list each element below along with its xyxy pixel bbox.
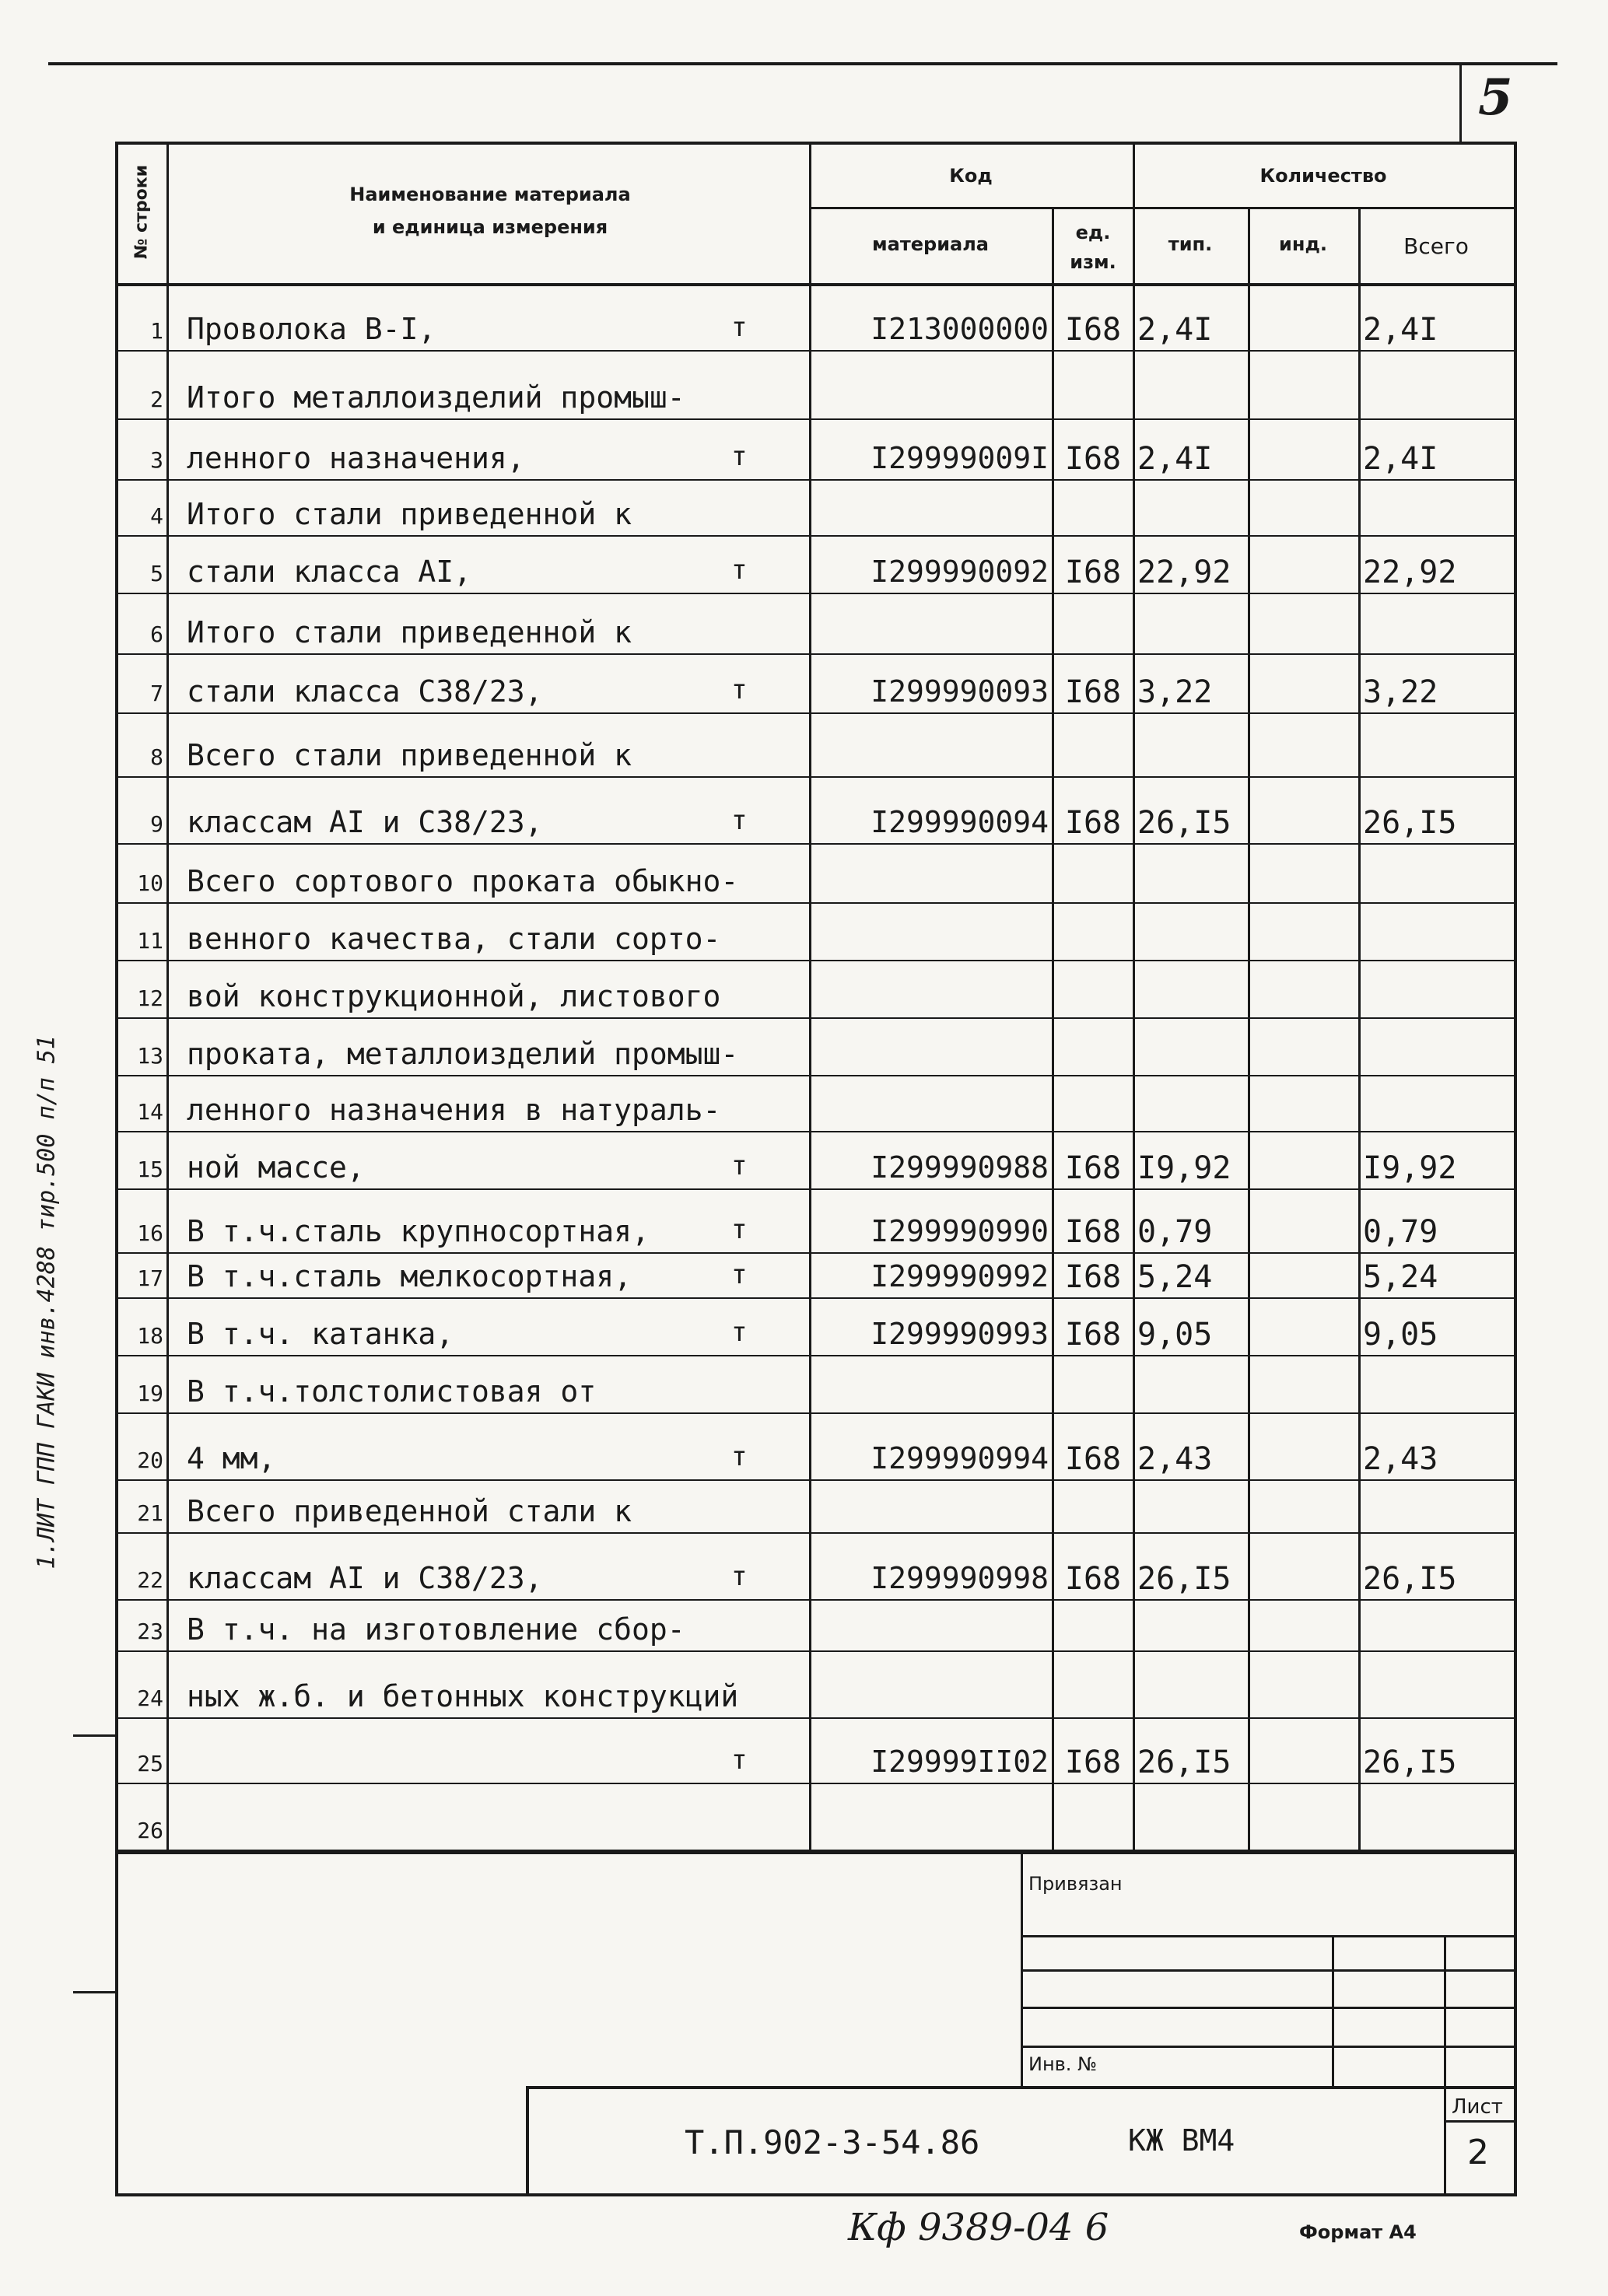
cell-code: I299990994 <box>871 1441 1049 1475</box>
material-name: вой конструкционной, листового <box>187 979 721 1013</box>
row-separator <box>115 1252 1517 1254</box>
row-separator <box>115 902 1517 904</box>
row-number: 12 <box>137 985 163 1011</box>
row-number: 1 <box>150 318 163 344</box>
material-name: ных ж.б. и бетонных конструкций <box>187 1679 739 1713</box>
material-name: стали класса АI, <box>187 555 472 589</box>
page-number: 5 <box>1478 68 1513 127</box>
row-number-header: № строки <box>131 164 152 260</box>
measure-unit: т <box>731 555 748 586</box>
row-separator <box>115 418 1517 420</box>
row-number: 19 <box>137 1381 163 1406</box>
cell-typ: I9,92 <box>1137 1150 1231 1186</box>
document-suffix: КЖ ВМ4 <box>1128 2123 1235 2158</box>
row-separator <box>115 1017 1517 1019</box>
cell-unit: I68 <box>1064 1745 1122 1780</box>
row-number: 21 <box>137 1500 163 1526</box>
row-number: 13 <box>137 1043 163 1069</box>
measure-unit: т <box>731 674 748 705</box>
row-separator <box>115 1131 1517 1132</box>
handwritten-code: Кф 9389-04 6 <box>848 2206 1109 2249</box>
cell-typ: 5,24 <box>1137 1259 1213 1295</box>
measure-unit: т <box>731 1317 748 1348</box>
row-separator <box>115 1850 1517 1851</box>
unit-header: ед. изм. <box>1070 222 1116 273</box>
cell-code: I29999009I <box>871 441 1049 475</box>
cell-total: 26,I5 <box>1363 1561 1457 1597</box>
row-number: 20 <box>137 1447 163 1473</box>
cell-unit: I68 <box>1064 555 1122 590</box>
cell-total: 2,43 <box>1363 1441 1438 1477</box>
row-separator <box>115 712 1517 714</box>
cell-typ: 2,4I <box>1137 441 1213 477</box>
row-separator <box>115 960 1517 961</box>
row-separator <box>115 1297 1517 1299</box>
row-separator <box>115 350 1517 352</box>
row-number: 4 <box>150 503 163 529</box>
name-header-line2: и единица измерения <box>372 216 608 238</box>
row-separator <box>115 1650 1517 1652</box>
cell-code: I299990094 <box>871 805 1049 839</box>
cell-code: I299990992 <box>871 1259 1049 1293</box>
quantity-header: Количество <box>1259 165 1387 187</box>
material-name: ленного назначения в натураль- <box>187 1093 721 1127</box>
row-number: 2 <box>150 387 163 412</box>
side-inventory-note: 1.ЛИТ ГПП ГАКИ инв.4288 тир.500 п/п 51 <box>33 1035 61 1570</box>
material-name: стали класса С38/23, <box>187 674 543 709</box>
material-name: Всего сортового проката обыкно- <box>187 864 739 898</box>
material-name: В т.ч. на изготовление сбор- <box>187 1612 685 1647</box>
cell-code: I29999II02 <box>871 1745 1049 1779</box>
material-name: Итого металлоизделий промыш- <box>187 380 685 415</box>
row-separator <box>115 535 1517 537</box>
material-name: В т.ч.сталь крупносортная, <box>187 1214 650 1248</box>
row-number: 5 <box>150 561 163 586</box>
measure-unit: т <box>731 1259 748 1290</box>
cell-total: 5,24 <box>1363 1259 1438 1295</box>
cell-code: I213000000 <box>871 312 1049 346</box>
material-name: Итого стали приведенной к <box>187 497 632 531</box>
row-separator <box>115 1075 1517 1076</box>
cell-unit: I68 <box>1064 1214 1122 1250</box>
sheet-number: 2 <box>1467 2133 1489 2172</box>
measure-unit: т <box>731 1561 748 1592</box>
measure-unit: т <box>731 1441 748 1472</box>
row-separator <box>115 1532 1517 1534</box>
cell-code: I299990993 <box>871 1317 1049 1351</box>
cell-typ: 26,I5 <box>1137 1745 1231 1780</box>
cell-unit: I68 <box>1064 1317 1122 1353</box>
cell-code: I299990093 <box>871 674 1049 709</box>
cell-typ: 9,05 <box>1137 1317 1213 1353</box>
cell-total: 26,I5 <box>1363 805 1457 841</box>
cell-code: I299990998 <box>871 1561 1049 1595</box>
cell-unit: I68 <box>1064 674 1122 710</box>
row-number: 24 <box>137 1685 163 1711</box>
row-separator <box>115 1355 1517 1356</box>
cell-typ: 3,22 <box>1137 674 1213 710</box>
cell-total: 22,92 <box>1363 555 1457 590</box>
row-number: 17 <box>137 1265 163 1291</box>
cell-total: 9,05 <box>1363 1317 1438 1353</box>
row-separator <box>115 593 1517 594</box>
row-separator <box>115 1783 1517 1784</box>
measure-unit: т <box>731 1745 748 1776</box>
privyazan-label: Привязан <box>1028 1873 1123 1895</box>
row-separator <box>115 1599 1517 1601</box>
row-number: 11 <box>137 928 163 954</box>
row-separator <box>115 1479 1517 1481</box>
typ-header: тип. <box>1168 233 1213 255</box>
row-number: 23 <box>137 1619 163 1644</box>
material-name: классам АI и С38/23, <box>187 805 543 839</box>
row-number: 14 <box>137 1099 163 1125</box>
row-number: 15 <box>137 1157 163 1182</box>
sheet-label: Лист <box>1452 2095 1503 2119</box>
material-name: Всего стали приведенной к <box>187 738 632 772</box>
cell-total: I9,92 <box>1363 1150 1457 1186</box>
material-name: Проволока В-I, <box>187 312 436 346</box>
ind-header: инд. <box>1279 233 1327 255</box>
row-separator <box>115 653 1517 655</box>
row-separator <box>115 1412 1517 1414</box>
row-separator <box>115 1188 1517 1190</box>
row-separator <box>115 479 1517 481</box>
material-name: ной массе, <box>187 1150 365 1185</box>
row-number: 26 <box>137 1818 163 1843</box>
material-name: Итого стали приведенной к <box>187 615 632 649</box>
material-name: 4 мм, <box>187 1441 276 1475</box>
material-name: В т.ч. катанка, <box>187 1317 454 1351</box>
cell-code: I299990092 <box>871 555 1049 589</box>
material-name: ленного назначения, <box>187 441 525 475</box>
code-header: Код <box>949 165 993 187</box>
cell-unit: I68 <box>1064 805 1122 841</box>
measure-unit: т <box>731 312 748 343</box>
row-number: 3 <box>150 447 163 473</box>
material-name: Всего приведенной стали к <box>187 1494 632 1528</box>
row-number: 22 <box>137 1567 163 1593</box>
cell-total: 2,4I <box>1363 441 1438 477</box>
row-number: 25 <box>137 1751 163 1776</box>
row-number: 7 <box>150 681 163 706</box>
row-number: 9 <box>150 811 163 837</box>
material-name: проката, металлоизделий промыш- <box>187 1037 739 1071</box>
row-separator <box>115 1717 1517 1719</box>
cell-unit: I68 <box>1064 1150 1122 1186</box>
cell-code: I299990988 <box>871 1150 1049 1185</box>
cell-unit: I68 <box>1064 1441 1122 1477</box>
document-code: Т.П.902-3-54.86 <box>685 2123 980 2161</box>
row-number: 8 <box>150 744 163 770</box>
cell-typ: 0,79 <box>1137 1214 1213 1250</box>
cell-typ: 22,92 <box>1137 555 1231 590</box>
measure-unit: т <box>731 805 748 836</box>
row-separator <box>115 843 1517 845</box>
cell-unit: I68 <box>1064 441 1122 477</box>
cell-typ: 2,43 <box>1137 1441 1213 1477</box>
cell-unit: I68 <box>1064 312 1122 348</box>
cell-total: 3,22 <box>1363 674 1438 710</box>
row-number: 10 <box>137 870 163 896</box>
row-separator <box>115 776 1517 778</box>
row-number: 6 <box>150 621 163 647</box>
cell-total: 2,4I <box>1363 312 1438 348</box>
cell-typ: 26,I5 <box>1137 805 1231 841</box>
material-name: классам АI и С38/23, <box>187 1561 543 1595</box>
cell-typ: 2,4I <box>1137 312 1213 348</box>
row-number: 18 <box>137 1323 163 1349</box>
cell-typ: 26,I5 <box>1137 1561 1231 1597</box>
cell-code: I299990990 <box>871 1214 1049 1248</box>
cell-unit: I68 <box>1064 1259 1122 1295</box>
material-code-header: материала <box>872 233 989 255</box>
name-header-line1: Наименование материала <box>349 184 631 205</box>
cell-unit: I68 <box>1064 1561 1122 1597</box>
row-number: 16 <box>137 1220 163 1246</box>
total-header: Всего <box>1403 233 1469 259</box>
material-name: В т.ч.сталь мелкосортная, <box>187 1259 632 1293</box>
measure-unit: т <box>731 1214 748 1245</box>
inventory-number-label: Инв. № <box>1028 2053 1098 2075</box>
material-name: венного качества, стали сорто- <box>187 922 721 956</box>
cell-total: 0,79 <box>1363 1214 1438 1250</box>
format-label: Формат А4 <box>1299 2221 1417 2243</box>
cell-total: 26,I5 <box>1363 1745 1457 1780</box>
measure-unit: т <box>731 441 748 472</box>
measure-unit: т <box>731 1150 748 1181</box>
material-name: В т.ч.толстолистовая от <box>187 1374 597 1409</box>
